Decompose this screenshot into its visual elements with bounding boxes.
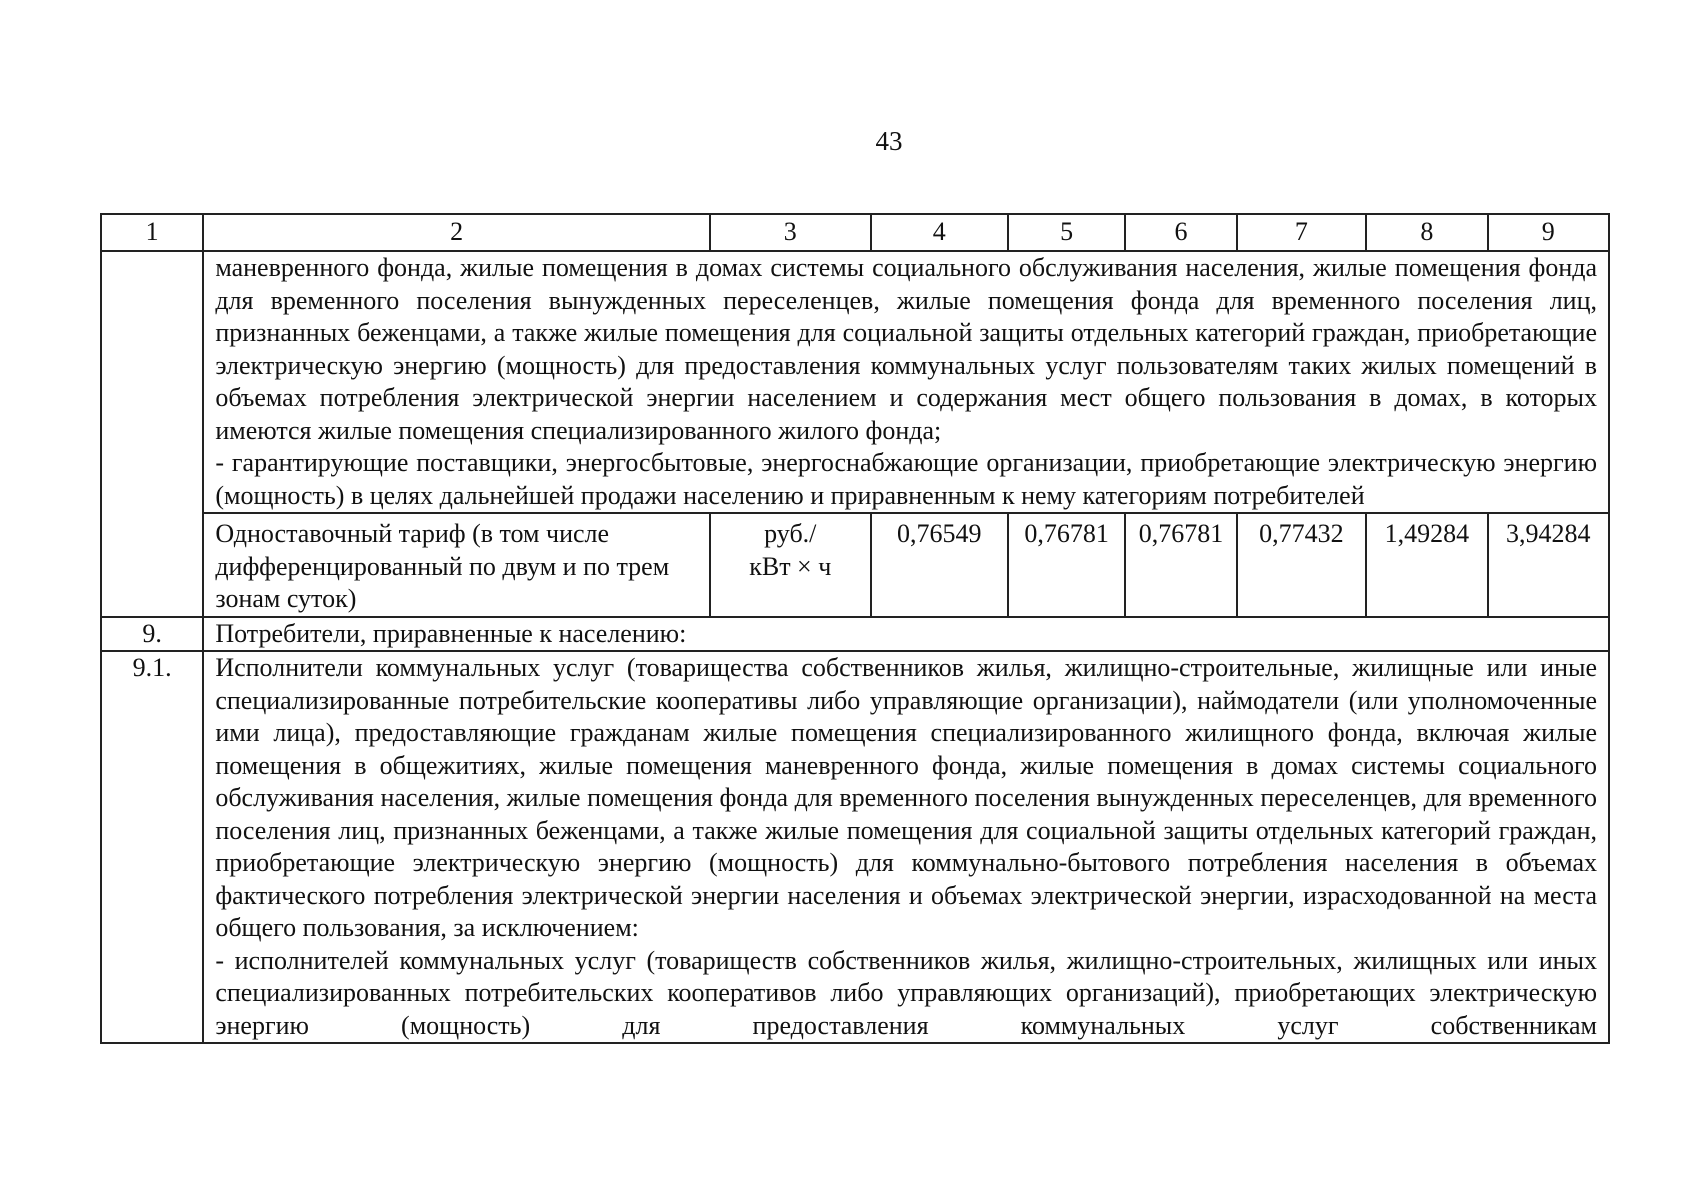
continuation-paragraph: маневренного фонда, жилые помещения в домах системы социального обслуживания населения, жилые помещения фонда для временного поселения вынужденных переселенцев, жилые помещения фонда для временного поселения лиц, признанных беженцами, а также жилые помещения для социальной защиты отдельных категорий граждан, приобретающие электрическую энергию (мощность) для предоставления коммунальных услуг пользователям таких жилых помещений в объемах потребления электрической энергии населением и содержания мест общего пользования в домах, в которых имеются жилые помещения специализированного жилого фонда; xyxy=(215,253,1597,445)
tariff-unit-line1: руб./ xyxy=(764,519,817,548)
column-header-5: 5 xyxy=(1008,214,1125,251)
tariff-value-col8: 1,49284 xyxy=(1366,513,1487,617)
tariff-table xyxy=(100,213,1610,1044)
tariff-name: Одноставочный тариф (в том числе дифференцированный по двум и по трем зонам суток) xyxy=(203,513,710,617)
row-9-1-number: 9.1. xyxy=(101,651,203,1043)
row-9 xyxy=(101,617,1609,652)
column-header-4: 4 xyxy=(871,214,1008,251)
tariff-unit-line2: кВт × ч xyxy=(749,551,832,581)
row-9-1 xyxy=(101,651,1609,1043)
tariff-value-col9: 3,94284 xyxy=(1488,513,1609,617)
tariff-value-col7: 0,77432 xyxy=(1237,513,1366,617)
page-number: 43 xyxy=(875,126,903,156)
tariff-value-col6: 0,76781 xyxy=(1125,513,1236,617)
continuation-bullet: - гарантирующие поставщики, энергосбытовые, энергоснабжающие организации, приобретающие электрическую энергию (мощность) в целях дальнейшей продажи населению и приравненным к нему категориям потребителей xyxy=(215,448,1597,510)
tariff-row xyxy=(101,513,1609,617)
column-header-7: 7 xyxy=(1237,214,1366,251)
tariff-value-col4: 0,76549 xyxy=(871,513,1008,617)
tariff-value-col5: 0,76781 xyxy=(1008,513,1125,617)
column-header-row xyxy=(101,214,1609,251)
column-header-8: 8 xyxy=(1366,214,1487,251)
row-9-1-paragraph: Исполнители коммунальных услуг (товарищества собственников жилья, жилищно-строительные, жилищные или иные специализированные потребительские кооперативы либо управляющие организации), наймодатели (или уполномоченные ими лица), предоставляющие гражданам жилые помещения специализированного жилищного фонда, включая жилые помещения в общежитиях, жилые помещения маневренного фонда, жилые помещения в домах системы социального обслуживания населения, жилые помещения фонда для временного поселения вынужденных переселенцев, для временного поселения лиц, признанных беженцами, а также жилые помещения для социальной защиты отдельных категорий граждан, приобретающие электрическую энергию (мощность) для коммунально-бытового потребления населения в объемах фактического потребления электрической энергии населения и объемах электрической энергии, израсходованной на места общего пользования, за исключением: xyxy=(215,653,1597,942)
row-9-1-text-cell xyxy=(203,651,1609,1043)
column-header-3: 3 xyxy=(710,214,871,251)
continuation-text-cell xyxy=(203,251,1609,513)
row-9-text: Потребители, приравненные к населению: xyxy=(203,617,1609,652)
row-9-number: 9. xyxy=(101,617,203,652)
continuation-number-cell xyxy=(101,251,203,617)
column-header-2: 2 xyxy=(203,214,710,251)
column-header-1: 1 xyxy=(101,214,203,251)
row-9-1-bullet: - исполнителей коммунальных услуг (товариществ собственников жилья, жилищно-строительных, жилищных или иных специализированных потребительских кооперативов либо управляющих организаций), приобретающих электрическую энергию (мощность) для предоставления коммунальных услуг собственникам xyxy=(215,945,1597,1040)
column-header-9: 9 xyxy=(1488,214,1609,251)
tariff-unit xyxy=(710,513,871,617)
column-header-6: 6 xyxy=(1125,214,1236,251)
continuation-row xyxy=(101,251,1609,513)
